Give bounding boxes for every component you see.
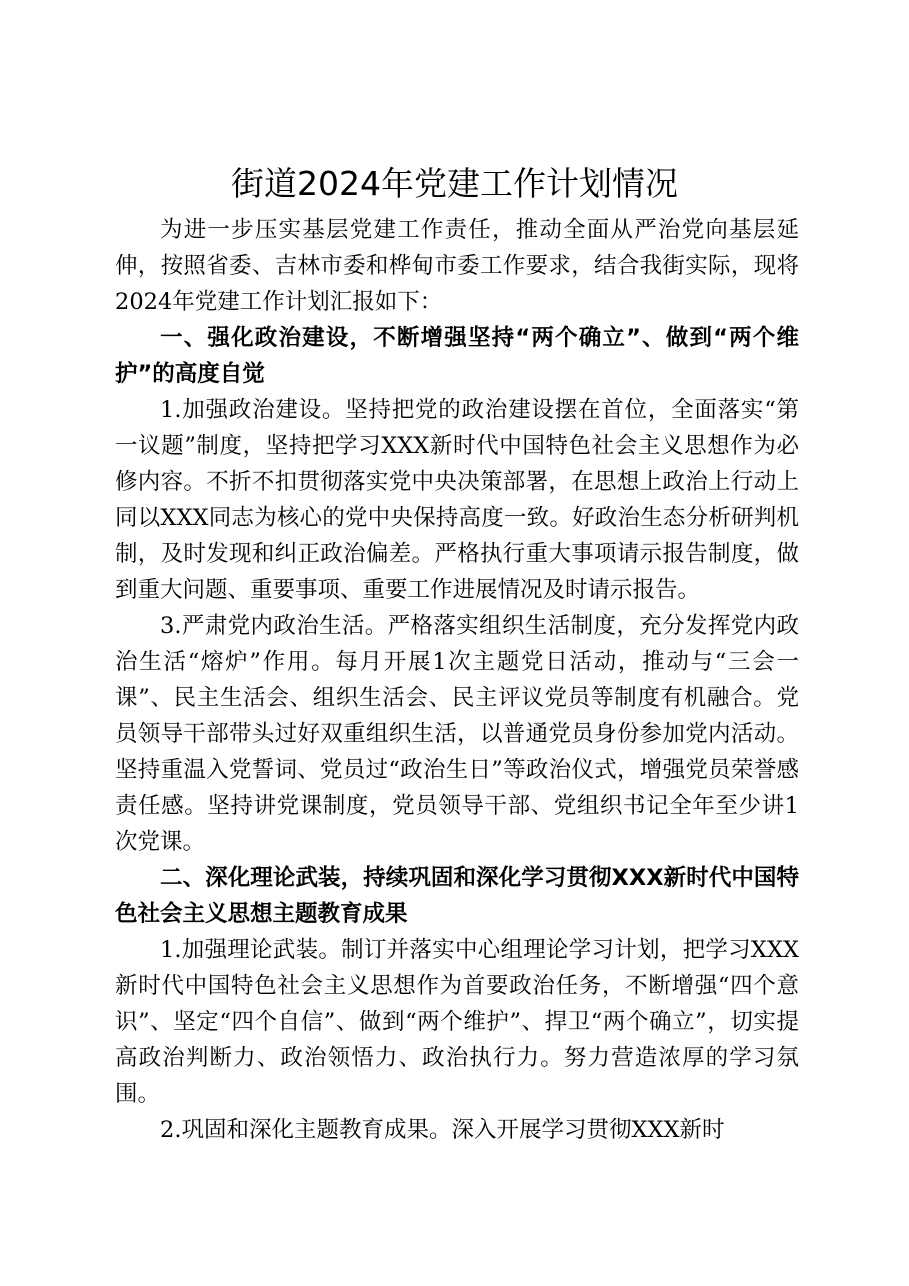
paragraph-party-life: 3.严肃党内政治生活。严格落实组织生活制度，充分发挥党内政治生活“熔炉”作用。每月开展1次主题党日活动，推动与“三会一课”、民主生活会、组织生活会、民主评议党员等制度有机融合。党员领导干部带头过好双重组织生活，以普通党员身份参加党内活动。坚持重温入党誓词、党员过“政治生日”等政治仪式，增强党员荣誉感责任感。坚持讲党课制度，党员领导干部、党组织书记全年至少讲1次党课。 xyxy=(115,613,799,855)
section-heading-2: 二、深化理论武装，持续巩固和深化学习贯彻XXX新时代中国特色社会主义思想主题教育成果 xyxy=(115,865,799,927)
document-title: 街道2024年党建工作计划情况 xyxy=(231,164,678,203)
paragraph-political-building: 1.加强政治建设。坚持把党的政治建设摆在首位，全面落实“第一议题”制度，坚持把学习XXX新时代中国特色社会主义思想作为必修内容。不折不扣贯彻落实党中央决策部署，在思想上政治上行动上同以XXX同志为核心的党中央保持高度一致。好政治生态分析研判机制，及时发现和纠正政治偏差。严格执行重大事项请示报告制度，做到重大问题、重要事项、重要工作进展情况及时请示报告。 xyxy=(115,397,799,603)
paragraph-education-results: 2.巩固和深化主题教育成果。深入开展学习贯彻XXX新时 xyxy=(160,1117,725,1143)
paragraph-theory: 1.加强理论武装。制订并落实中心组理论学习计划，把学习XXX新时代中国特色社会主义思想作为首要政治任务，不断增强“四个意识”、坚定“四个自信”、做到“两个维护”、捍卫“两个确立”，切实提高政治判断力、政治领悟力、政治执行力。努力营造浓厚的学习氛围。 xyxy=(115,937,799,1107)
section-heading-1: 一、强化政治建设，不断增强坚持“两个确立”、做到“两个维护”的高度自觉 xyxy=(115,325,799,387)
intro-paragraph: 为进一步压实基层党建工作责任，推动全面从严治党向基层延伸，按照省委、吉林市委和桦甸市委工作要求，结合我街实际，现将2024年党建工作计划汇报如下： xyxy=(115,217,799,315)
document-body xyxy=(115,212,799,1148)
